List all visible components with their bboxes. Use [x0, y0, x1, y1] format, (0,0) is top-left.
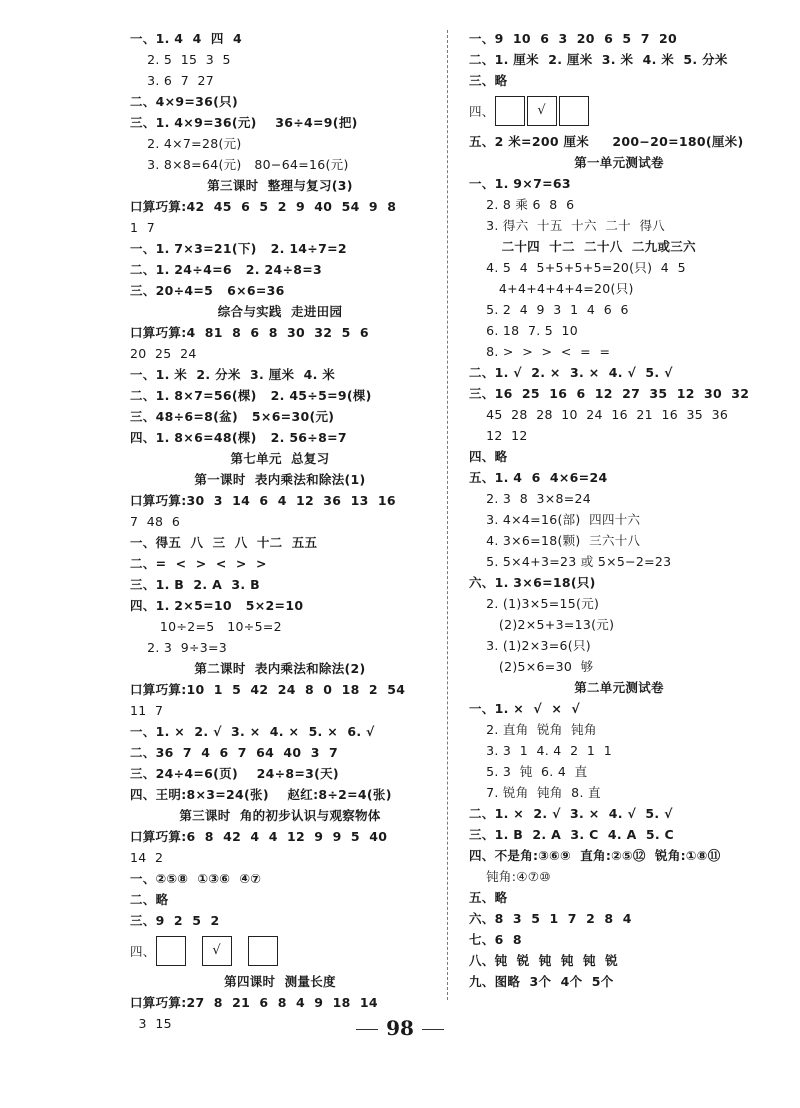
answer-line: 4. 5 4 5+5+5+5=20(只) 4 5: [469, 260, 686, 275]
answer-line: 3. 4×4=16(部) 四四十六: [469, 512, 641, 527]
answer-line: (2)5×6=30 够: [469, 659, 594, 674]
answer-line: 3. 6 7 27: [130, 73, 214, 88]
section-heading: 第三课时 整理与复习(3): [207, 178, 353, 193]
checkbox-answer-row: [469, 91, 769, 131]
answer-line: 11 7: [130, 703, 164, 718]
answer-line: 2. 4×7=28(元): [130, 136, 242, 151]
footer-dash-left: [356, 1029, 378, 1030]
footer-dash-right: [422, 1029, 444, 1030]
answer-box: [495, 96, 525, 126]
answer-box: √: [202, 936, 232, 966]
answer-line: 三、9 2 5 2: [130, 913, 220, 928]
answer-line: 一、9 10 6 3 20 6 5 7 20: [469, 31, 677, 46]
answer-line: 二、1. 24÷4=6 2. 24÷8=3: [130, 262, 323, 277]
left-answer-column: [130, 28, 430, 1034]
answer-line: 二、1. 厘米 2. 厘米 3. 米 4. 米 5. 分米: [469, 52, 728, 67]
answer-line: 一、1. 米 2. 分米 3. 厘米 4. 米: [130, 367, 336, 382]
answer-line: 三、1. B 2. A 3. C 4. A 5. C: [469, 827, 675, 842]
answer-line: 一、1. 7×3=21(下) 2. 14÷7=2: [130, 241, 347, 256]
question-label: 四、: [130, 943, 156, 959]
section-heading: 第四课时 测量长度: [224, 974, 336, 989]
answer-line: 5. 5×4+3=23 或 5×5−2=23: [469, 554, 672, 569]
answer-line: 3. 8×8=64(元) 80−64=16(元): [130, 157, 349, 172]
answer-line: 12 12: [469, 428, 528, 443]
answer-line: 四、不是角:③⑥⑨ 直角:②⑤⑫ 锐角:①⑧⑪: [469, 848, 721, 863]
answer-line: 二、略: [130, 892, 169, 907]
answer-line: 5. 2 4 9 3 1 4 6 6: [469, 302, 629, 317]
answer-line: 2. 5 15 3 5: [130, 52, 231, 67]
answer-box: [248, 936, 278, 966]
right-answer-column: [469, 28, 769, 992]
answer-line: 四、1. 8×6=48(棵) 2. 56÷8=7: [130, 430, 347, 445]
answer-line: 一、1. 9×7=63: [469, 176, 571, 191]
answer-line: 3. 得六 十五 十六 二十 得八: [469, 218, 666, 233]
answer-box: [559, 96, 589, 126]
answer-line: 2. 3 8 3×8=24: [469, 491, 592, 506]
answer-line: 七、6 8: [469, 932, 522, 947]
section-heading: 第二单元测试卷: [574, 680, 664, 695]
answer-line: 10÷2=5 10÷5=2: [130, 619, 282, 634]
answer-line: 口算巧算:42 45 6 5 2 9 40 54 9 8: [130, 199, 397, 214]
answer-line: 6. 18 7. 5 10: [469, 323, 579, 338]
answer-line: 二、1. 8×7=56(棵) 2. 45÷5=9(棵): [130, 388, 372, 403]
answer-line: 三、1. 4×9=36(元) 36÷4=9(把): [130, 115, 358, 130]
answer-line: 八、钝 锐 钝 钝 钝 锐: [469, 953, 618, 968]
answer-line: 20 25 24: [130, 346, 197, 361]
answer-line: 一、1. × √ × √: [469, 701, 581, 716]
answer-line: 二、36 7 4 6 7 64 40 3 7: [130, 745, 338, 760]
section-heading: 第一单元测试卷: [574, 155, 664, 170]
answer-line: (2)2×5+3=13(元): [469, 617, 615, 632]
answer-line: 口算巧算:10 1 5 42 24 8 0 18 2 54: [130, 682, 406, 697]
answer-line: 7 48 6: [130, 514, 181, 529]
answer-line: 三、48÷6=8(盆) 5×6=30(元): [130, 409, 335, 424]
answer-line: 钝角:④⑦⑩: [469, 869, 551, 884]
answer-line: 口算巧算:30 3 14 6 4 12 36 13 16: [130, 493, 396, 508]
answer-line: 一、②⑤⑧ ①③⑥ ④⑦: [130, 871, 262, 886]
answer-line: 2. (1)3×5=15(元): [469, 596, 600, 611]
answer-line: 五、2 米=200 厘米 200−20=180(厘米): [469, 134, 744, 149]
answer-line: 二、1. √ 2. × 3. × 4. √ 5. √: [469, 365, 673, 380]
answer-line: 1 7: [130, 220, 156, 235]
answer-line: 三、略: [469, 73, 508, 88]
column-divider: [447, 30, 448, 1000]
answer-line: 六、1. 3×6=18(只): [469, 575, 596, 590]
answer-line: 九、图略 3个 4个 5个: [469, 974, 614, 989]
answer-line: 五、1. 4 6 4×6=24: [469, 470, 608, 485]
answer-line: 二十四 十二 二十八 二九或三六: [469, 239, 696, 254]
answer-line: 2. 直角 锐角 钝角: [469, 722, 597, 737]
answer-line: 二、4×9=36(只): [130, 94, 238, 109]
answer-box: [156, 936, 186, 966]
answer-line: 2. 3 9÷3=3: [130, 640, 227, 655]
answer-line: 四、王明:8×3=24(张) 赵红:8÷2=4(张): [130, 787, 392, 802]
answer-line: 14 2: [130, 850, 164, 865]
question-label: 四、: [469, 103, 495, 119]
answer-line: 一、得五 八 三 八 十二 五五: [130, 535, 318, 550]
answer-line: 8. > > > < = =: [469, 344, 611, 359]
answer-line: 二、1. × 2. √ 3. × 4. √ 5. √: [469, 806, 673, 821]
answer-line: 口算巧算:27 8 21 6 8 4 9 18 14: [130, 995, 378, 1010]
answer-line: 3. 3 1 4. 4 2 1 1: [469, 743, 612, 758]
answer-line: 4. 3×6=18(颗) 三六十八: [469, 533, 641, 548]
answer-line: 7. 锐角 钝角 8. 直: [469, 785, 601, 800]
answer-line: 三、1. B 2. A 3. B: [130, 577, 260, 592]
answer-line: 3. (1)2×3=6(只): [469, 638, 591, 653]
answer-line: 六、8 3 5 1 7 2 8 4: [469, 911, 632, 926]
answer-line: 一、1. 4 4 四 4: [130, 31, 243, 46]
section-heading: 第二课时 表内乘法和除法(2): [194, 661, 366, 676]
section-heading: 第一课时 表内乘法和除法(1): [194, 472, 366, 487]
page-number: 98: [386, 1016, 414, 1040]
answer-line: 四、略: [469, 449, 508, 464]
answer-line: 3 15: [130, 1016, 172, 1031]
section-heading: 综合与实践 走进田园: [217, 304, 343, 319]
answer-line: 45 28 28 10 24 16 21 16 35 36: [469, 407, 729, 422]
answer-line: 2. 8 乘 6 8 6: [469, 197, 575, 212]
answer-line: 五、略: [469, 890, 508, 905]
answer-line: 一、1. × 2. √ 3. × 4. × 5. × 6. √: [130, 724, 375, 739]
answer-line: 三、20÷4=5 6×6=36: [130, 283, 285, 298]
checkbox-answer-row: [130, 931, 430, 971]
answer-line: 三、24÷4=6(页) 24÷8=3(天): [130, 766, 339, 781]
answer-line: 口算巧算:6 8 42 4 4 12 9 9 5 40: [130, 829, 388, 844]
answer-line: 4+4+4+4+4=20(只): [469, 281, 634, 296]
answer-box: √: [527, 96, 557, 126]
answer-line: 三、16 25 16 6 12 27 35 12 30 32: [469, 386, 750, 401]
page-footer: [0, 1016, 800, 1040]
answer-line: 四、1. 2×5=10 5×2=10: [130, 598, 304, 613]
section-heading: 第三课时 角的初步认识与观察物体: [179, 808, 381, 823]
answer-line: 二、= < > < > >: [130, 556, 267, 571]
answer-line: 5. 3 钝 6. 4 直: [469, 764, 588, 779]
answer-line: 口算巧算:4 81 8 6 8 30 32 5 6: [130, 325, 369, 340]
section-heading: 第七单元 总复习: [230, 451, 330, 466]
